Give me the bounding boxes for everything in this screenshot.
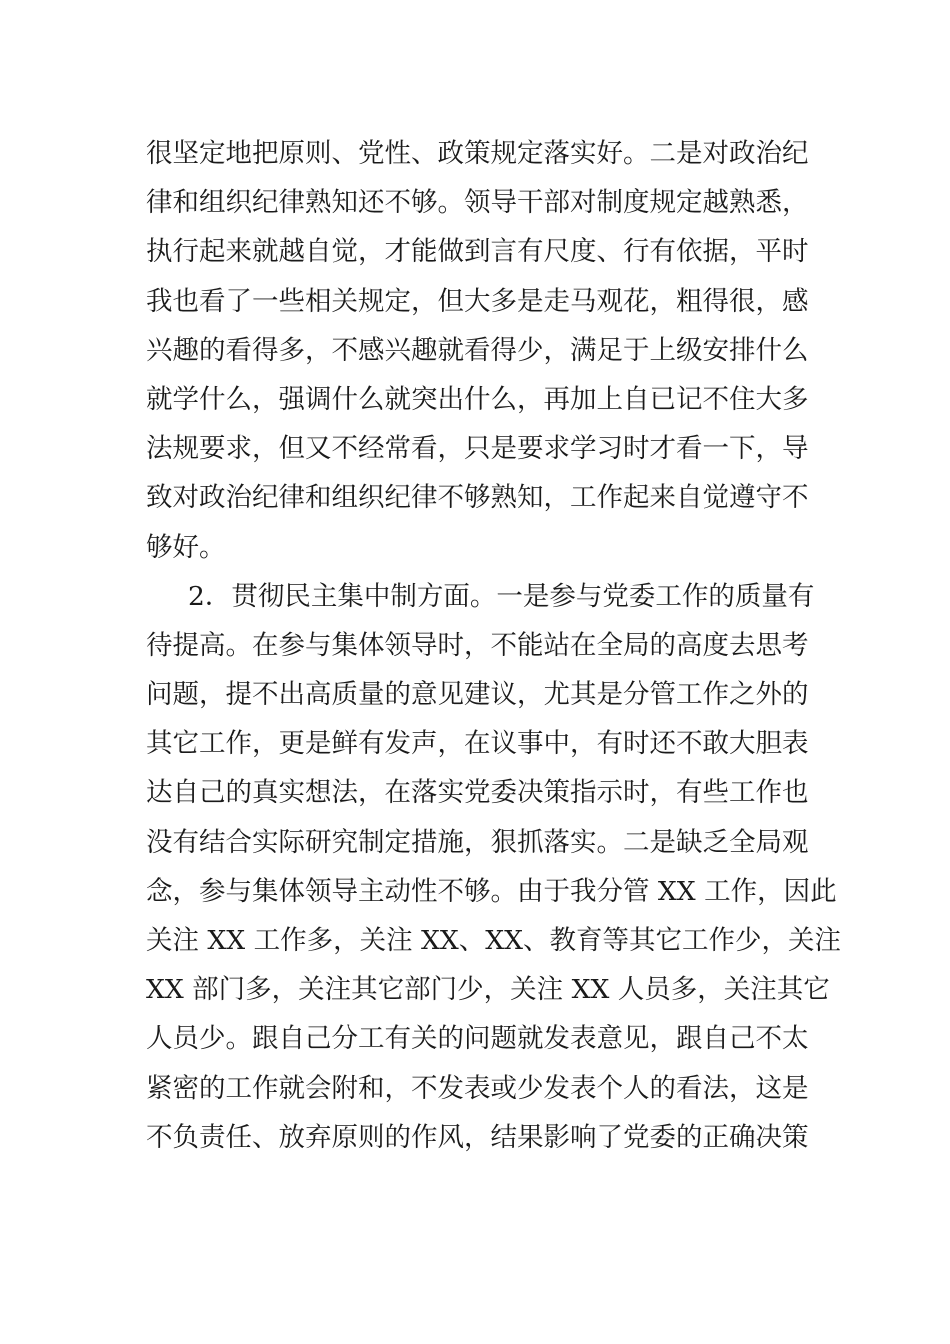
paragraph-1-line: 致对政治纪律和组织纪律不够熟知，工作起来自觉遵守不 — [146, 482, 809, 514]
paragraph-2-line: 问题，提不出高质量的意见建议，尤其是分管工作之外的 — [146, 679, 809, 711]
paragraph-2-line: 紧密的工作就会附和，不发表或少发表个人的看法，这是 — [146, 1072, 809, 1104]
paragraph-2-line: 关注 XX 工作多，关注 XX、XX、教育等其它工作少，关注 — [146, 925, 841, 956]
paragraph-1-line: 兴趣的看得多，不感兴趣就看得少，满足于上级安排什么 — [146, 334, 809, 366]
paragraph-2-line: 人员少。跟自己分工有关的问题就发表意见，跟自己不太 — [146, 1023, 809, 1055]
paragraph-1-line: 就学什么，强调什么就突出什么，再加上自已记不住大多 — [146, 383, 809, 415]
paragraph-1-line: 执行起来就越自觉，才能做到言有尺度、行有依据，平时 — [146, 236, 809, 268]
paragraph-2-line: XX 部门多，关注其它部门少，关注 XX 人员多，关注其它 — [146, 974, 830, 1006]
paragraph-1 — [146, 129, 809, 572]
paragraph-2-line: 其它工作，更是鲜有发声，在议事中，有时还不敢大胆表 — [146, 728, 809, 760]
paragraph-2-line: 没有结合实际研究制定措施，狠抓落实。二是缺乏全局观 — [146, 826, 809, 858]
paragraph-2-line: 达自己的真实想法，在落实党委决策指示时，有些工作也 — [146, 777, 809, 809]
paragraph-1-line: 很坚定地把原则、党性、政策规定落实好。二是对政治纪 — [146, 138, 809, 169]
paragraph-2-line: 待提高。在参与集体领导时，不能站在全局的高度去思考 — [146, 629, 809, 661]
paragraph-2 — [146, 572, 841, 1162]
paragraph-2-line: 2．贯彻民主集中制方面。一是参与党委工作的质量有 — [188, 580, 815, 612]
paragraph-1-line: 够好。 — [146, 531, 226, 563]
paragraph-2-line: 不负责任、放弃原则的作风，结果影响了党委的正确决策 — [146, 1121, 809, 1153]
paragraph-2-line: 念，参与集体领导主动性不够。由于我分管 XX 工作，因此 — [146, 875, 837, 907]
paragraph-1-line: 法规要求，但又不经常看，只是要求学习时才看一下，导 — [146, 433, 809, 465]
paragraph-1-line: 律和组织纪律熟知还不够。领导干部对制度规定越熟悉， — [146, 187, 809, 219]
document-body — [146, 129, 841, 1162]
paragraph-1-line: 我也看了一些相关规定，但大多是走马观花，粗得很，感 — [146, 285, 809, 317]
